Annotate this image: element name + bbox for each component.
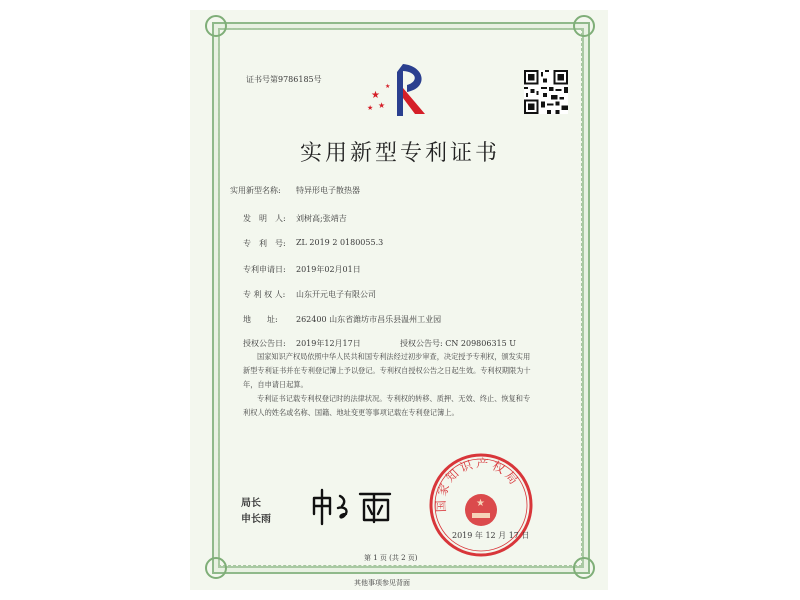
field-patent-number-value: ZL 2019 2 0180055.3 <box>296 238 384 247</box>
field-patent-number-label: 专 利 号: <box>243 239 286 248</box>
svg-text:★: ★ <box>367 104 374 112</box>
paragraph-line: 新型专利证书并在专利登记簿上予以登记。专利权自授权公告之日起生效。专利权期限为十 <box>243 366 531 375</box>
paragraph-line: 利权人的姓名或名称、国籍、地址变更等事项记载在专利登记簿上。 <box>243 408 459 417</box>
director-signature-icon <box>308 484 400 528</box>
certificate-paragraph-1 <box>243 350 563 392</box>
svg-text:★: ★ <box>371 90 380 101</box>
field-inventor-label: 发 明 人: <box>243 214 286 223</box>
field-name-value: 特异形电子散热器 <box>296 186 360 195</box>
field-patentee-label: 专 利 权 人: <box>243 290 286 299</box>
corner-ornament-icon <box>573 15 595 37</box>
paragraph-line: 国家知识产权局依照中华人民共和国专利法经过初步审查，决定授予专利权，颁发实用 <box>257 352 531 361</box>
certificate-paragraph-2 <box>243 392 563 420</box>
field-application-date-label: 专利申请日: <box>243 265 286 274</box>
director-name: 申长雨 <box>241 514 271 525</box>
corner-ornament-icon <box>205 15 227 37</box>
certificate-title: 实用新型专利证书 <box>299 141 500 166</box>
qr-code-icon <box>524 70 568 114</box>
patent-office-logo-icon <box>363 58 439 120</box>
seal-date: 2019 年 12 月 17 日 <box>452 531 530 540</box>
svg-text:★: ★ <box>476 498 485 509</box>
field-address-label: 地 址: <box>243 315 278 324</box>
paragraph-line: 专利证书记载专利权登记时的法律状况。专利权的转移、质押、无效、终止、恢复和专 <box>257 394 531 403</box>
field-inventor-value: 刘树高;张靖吉 <box>296 214 347 223</box>
field-grant-date-label: 授权公告日: <box>243 339 286 348</box>
paragraph-line: 年，自申请日起算。 <box>243 380 308 389</box>
field-name-label: 实用新型名称: <box>230 186 281 195</box>
svg-text:★: ★ <box>385 83 391 90</box>
field-grant-number: 授权公告号: CN 209806315 U <box>400 339 516 348</box>
field-patentee-value: 山东开元电子有限公司 <box>296 290 376 299</box>
director-title: 局长 <box>241 498 261 509</box>
svg-text:★: ★ <box>378 101 386 110</box>
certificate-number: 证书号第9786185号 <box>246 75 322 84</box>
corner-ornament-icon <box>573 557 595 579</box>
seal-text: 国家知识产权局 <box>433 456 523 513</box>
field-grant-date-value: 2019年12月17日 <box>296 339 361 348</box>
footer-note: 其他事项参见背面 <box>354 579 410 587</box>
official-seal-icon <box>428 452 534 558</box>
field-application-date-value: 2019年02月01日 <box>296 265 361 274</box>
field-address-value: 262400 山东省潍坊市昌乐县温州工业园 <box>296 315 442 324</box>
page-indicator: 第 1 页 (共 2 页) <box>364 554 418 562</box>
corner-ornament-icon <box>205 557 227 579</box>
